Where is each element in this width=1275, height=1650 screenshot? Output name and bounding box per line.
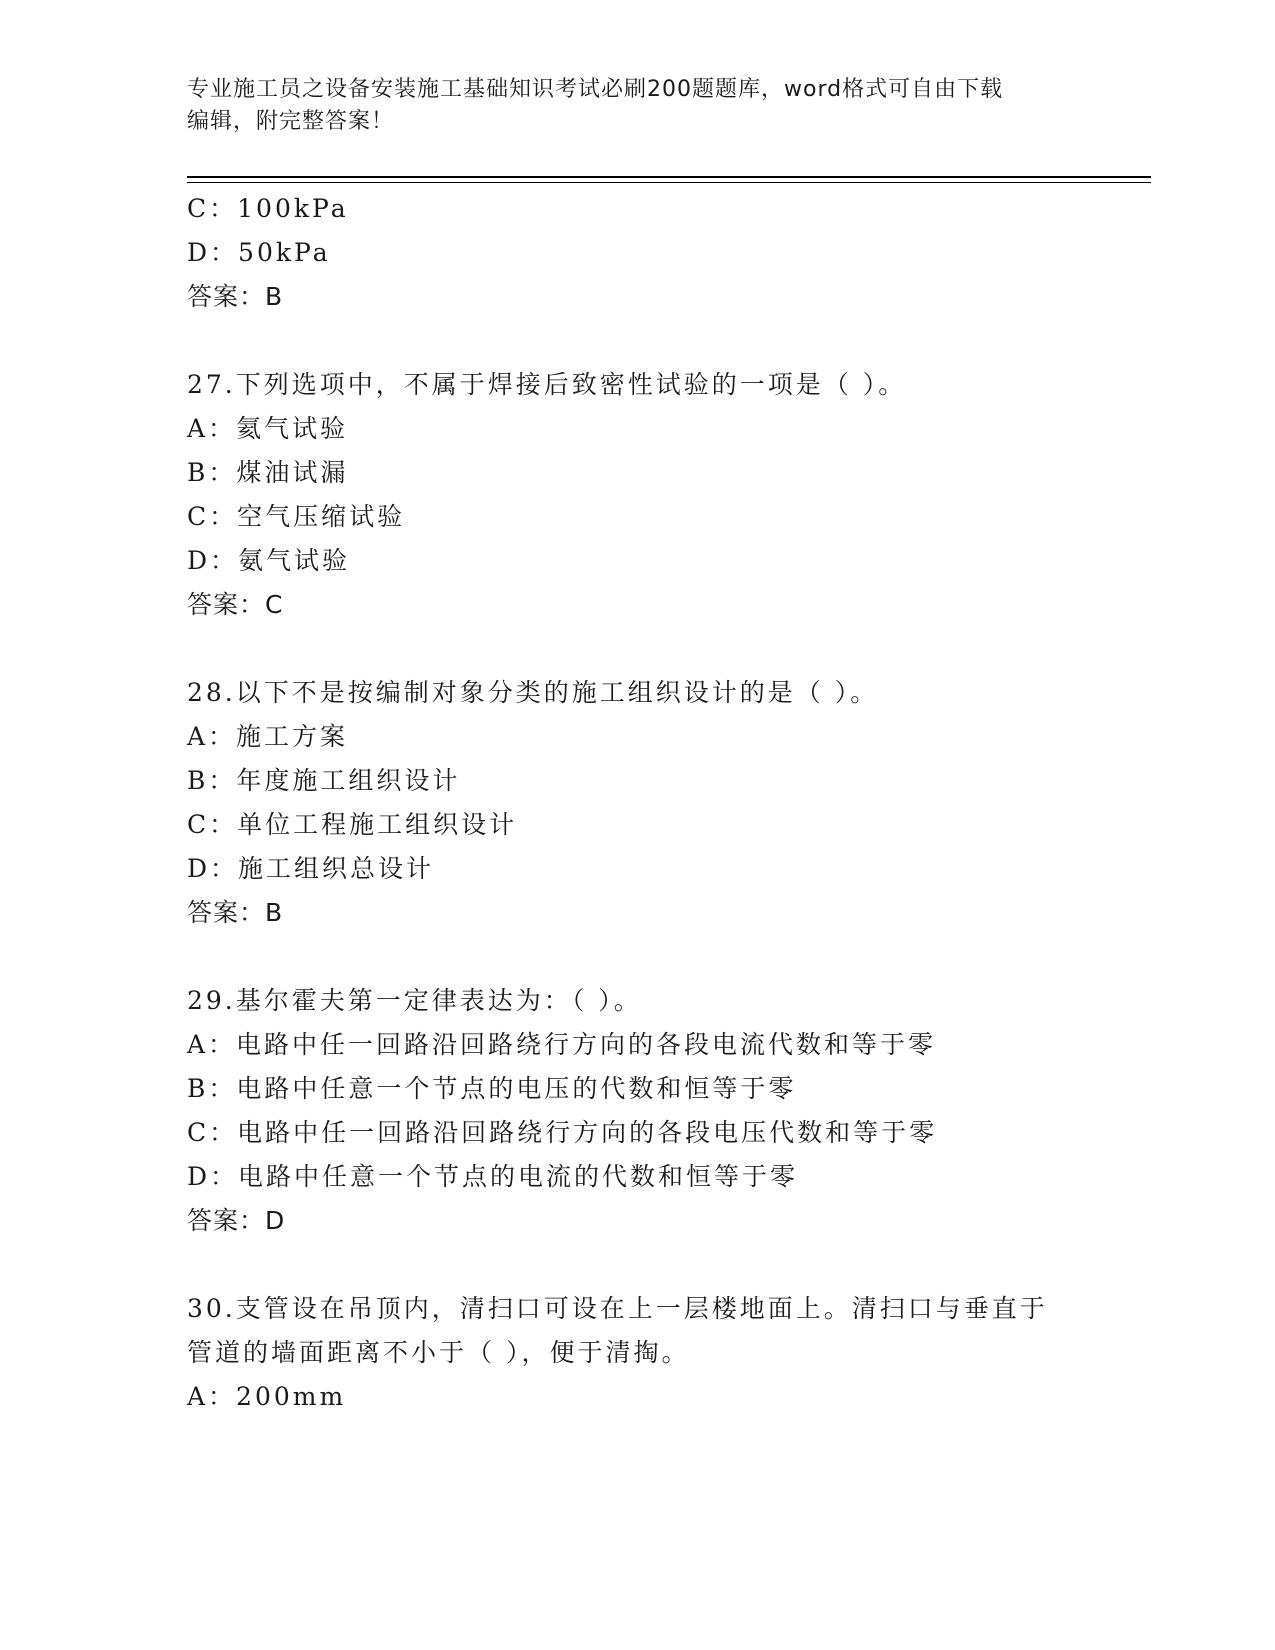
answer: 答案：C [187,590,284,619]
answer: 答案：D [187,1206,286,1235]
option-d: D：50kPa [187,238,331,267]
option-a: A：氦气试验 [187,414,349,443]
option-d: D：施工组织总设计 [187,854,435,883]
header-line-1: 专业施工员之设备安装施工基础知识考试必刷200题题库，word格式可自由下载 [187,77,1004,102]
option-b: B：年度施工组织设计 [187,766,461,795]
question-27: 27.下列选项中，不属于焊接后致密性试验的一项是（ ）。 [187,370,907,399]
option-b: B：电路中任意一个节点的电压的代数和恒等于零 [187,1074,797,1103]
option-b: B：煤油试漏 [187,458,349,487]
option-c: C：电路中任一回路沿回路绕行方向的各段电压代数和等于零 [187,1118,938,1147]
answer: 答案：B [187,898,284,927]
question-30-continued: 管道的墙面距离不小于（ ），便于清掏。 [187,1338,690,1367]
header-divider-thin [187,182,1151,183]
question-30: 30.支管设在吊顶内，清扫口可设在上一层楼地面上。清扫口与垂直于 [187,1294,1048,1323]
question-29: 29.基尔霍夫第一定律表达为：（ ）。 [187,986,642,1015]
option-c: C：100kPa [187,194,349,223]
question-28: 28.以下不是按编制对象分类的施工组织设计的是（ ）。 [187,678,879,707]
option-a: A：施工方案 [187,722,349,751]
header-line-2: 编辑，附完整答案！ [187,109,395,134]
option-a: A：电路中任一回路沿回路绕行方向的各段电流代数和等于零 [187,1030,937,1059]
option-d: D：电路中任意一个节点的电流的代数和恒等于零 [187,1162,799,1191]
answer: 答案：B [187,282,284,311]
header-divider-thick [187,176,1151,178]
document-header [187,74,1087,138]
option-c: C：空气压缩试验 [187,502,406,531]
option-d: D：氨气试验 [187,546,351,575]
option-c: C：单位工程施工组织设计 [187,810,518,839]
option-a: A：200mm [187,1382,347,1411]
